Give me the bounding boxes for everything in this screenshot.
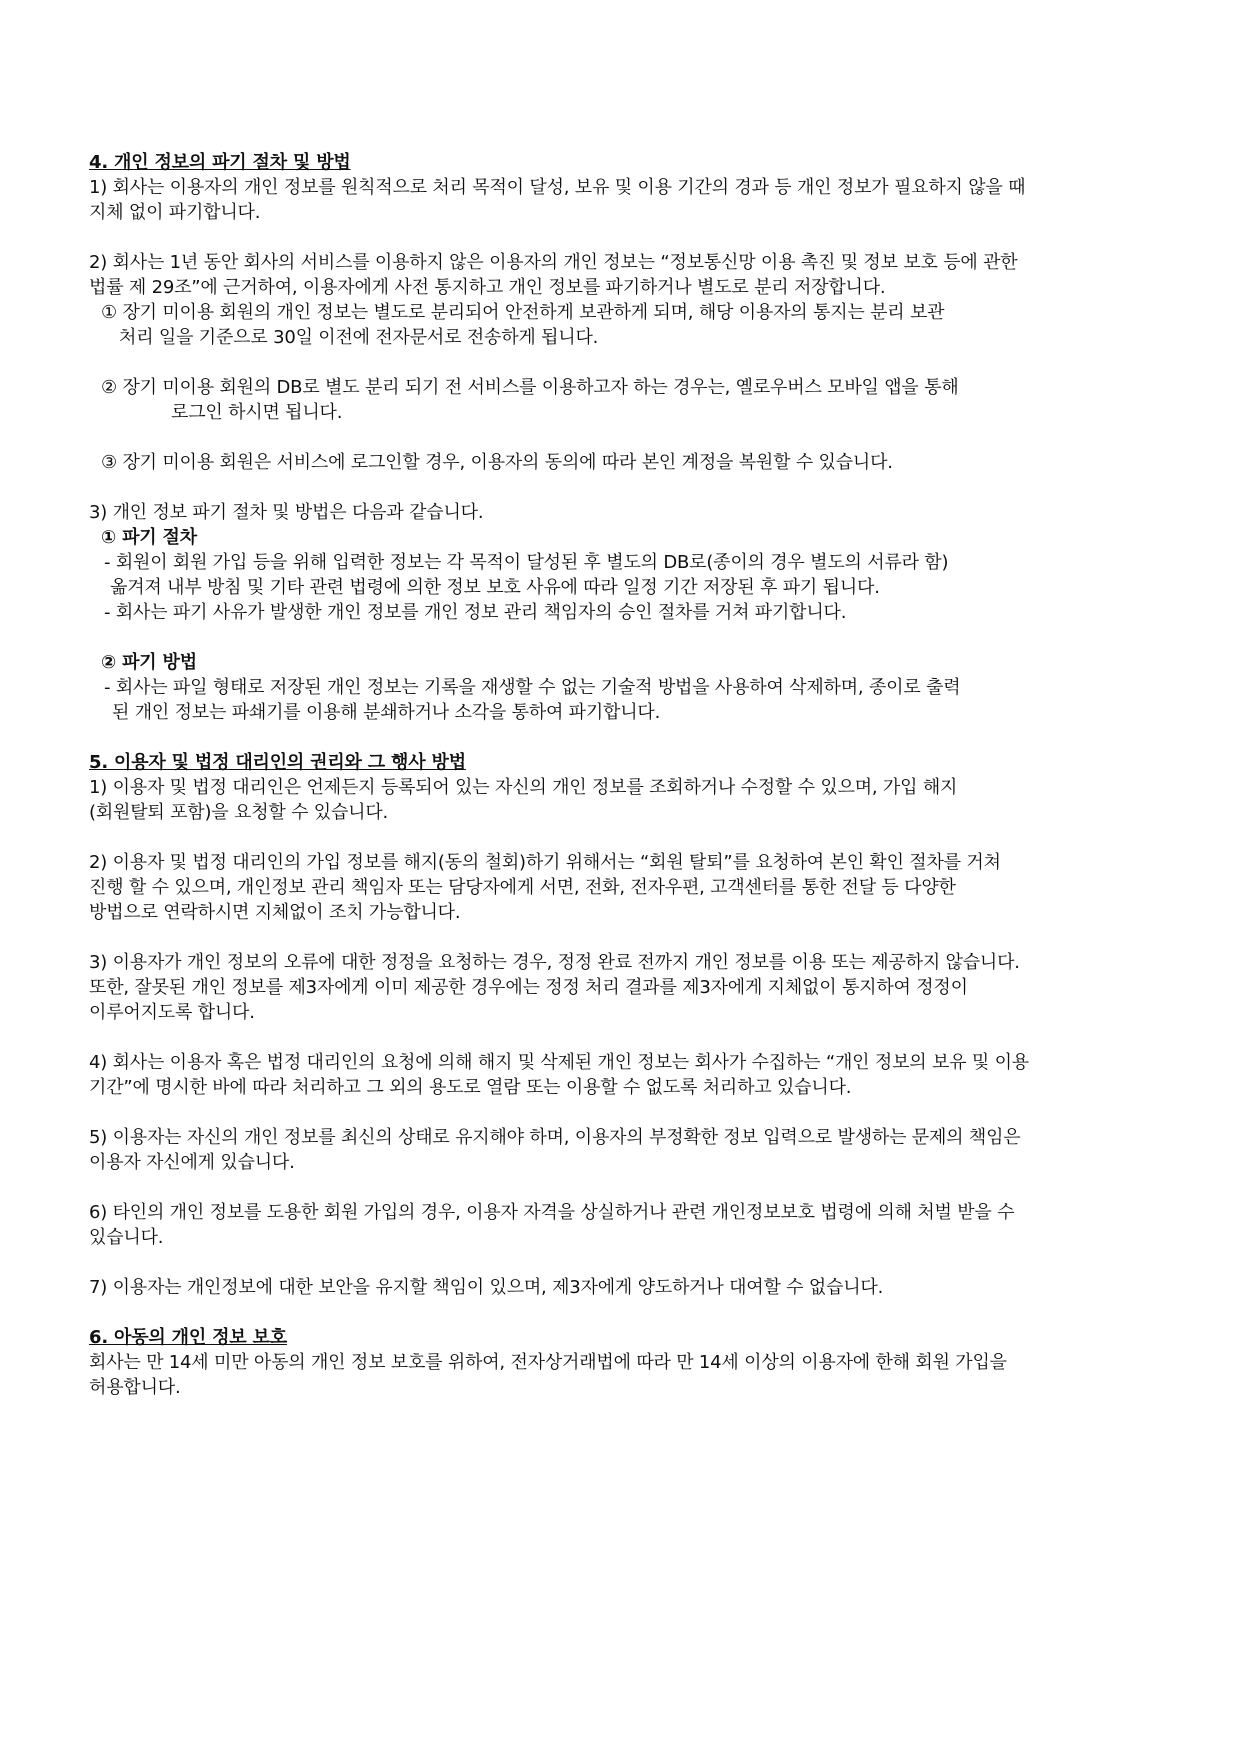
paragraph-line: 이루어지도록 합니다.	[89, 1002, 255, 1023]
list-item: - 회사는 파기 사유가 발생한 개인 정보를 개인 정보 관리 책임자의 승인 절차를 거쳐 파기합니다.	[104, 602, 847, 623]
paragraph-line: 2) 이용자 및 법정 대리인의 가입 정보를 해지(동의 철회)하기 위해서는 “회원 탈퇴”를 요청하여 본인 확인 절차를 거쳐	[89, 852, 1001, 873]
paragraph-line: 6) 타인의 개인 정보를 도용한 회원 가입의 경우, 이용자 자격을 상실하거나 관련 개인정보보호 법령에 의해 처벌 받을 수	[89, 1202, 1015, 1223]
subsection-title: ① 파기 절차	[101, 527, 197, 548]
list-item: ① 장기 미이용 회원의 개인 정보는 별도로 분리되어 안전하게 보관하게 되며, 해당 이용자의 통지는 분리 보관	[101, 302, 945, 323]
list-item: - 회사는 파일 형태로 저장된 개인 정보는 기록을 재생할 수 없는 기술적 방법을 사용하여 삭제하며, 종이로 출력	[104, 677, 961, 698]
list-item-continuation: 로그인 하시면 됩니다.	[171, 402, 343, 423]
subsection-title: ② 파기 방법	[101, 652, 197, 673]
list-item-continuation: 된 개인 정보는 파쇄기를 이용해 분쇄하거나 소각을 통하여 파기합니다.	[112, 702, 661, 723]
section-5	[89, 750, 1169, 1300]
list-item: ② 장기 미이용 회원의 DB로 별도 분리 되기 전 서비스를 이용하고자 하는 경우는, 옐로우버스 모바일 앱을 통해	[101, 377, 959, 398]
list-item: - 회원이 회원 가입 등을 위해 입력한 정보는 각 목적이 달성된 후 별도의 DB로(종이의 경우 별도의 서류라 함)	[104, 552, 949, 573]
list-item-continuation: 처리 일을 기준으로 30일 이전에 전자문서로 전송하게 됩니다.	[119, 327, 599, 348]
paragraph-line: 허용합니다.	[89, 1377, 181, 1398]
list-item-continuation: 옮겨져 내부 방침 및 기타 관련 법령에 의한 정보 보호 사유에 따라 일정 기간 저장된 후 파기 됩니다.	[110, 577, 880, 598]
paragraph-line: 기간”에 명시한 바에 따라 처리하고 그 외의 용도로 열람 또는 이용할 수 없도록 처리하고 있습니다.	[89, 1077, 852, 1098]
paragraph-line: (회원탈퇴 포함)을 요청할 수 있습니다.	[89, 802, 389, 823]
section-4-title: 4. 개인 정보의 파기 절차 및 방법	[89, 152, 351, 173]
paragraph-line: 지체 없이 파기합니다.	[89, 202, 261, 223]
paragraph-line: 진행 할 수 있으며, 개인정보 관리 책임자 또는 담당자에게 서면, 전화, 전자우편, 고객센터를 통한 전달 등 다양한	[89, 877, 956, 898]
section-5-title: 5. 이용자 및 법정 대리인의 권리와 그 행사 방법	[89, 752, 466, 773]
paragraph-line: 이용자 자신에게 있습니다.	[89, 1152, 295, 1173]
paragraph-line: 4) 회사는 이용자 혹은 법정 대리인의 요청에 의해 해지 및 삭제된 개인 정보는 회사가 수집하는 “개인 정보의 보유 및 이용	[89, 1052, 1029, 1073]
paragraph-line: 1) 이용자 및 법정 대리인은 언제든지 등록되어 있는 자신의 개인 정보를 조회하거나 수정할 수 있으며, 가입 해지	[89, 777, 958, 798]
paragraph-line: 3) 개인 정보 파기 절차 및 방법은 다음과 같습니다.	[89, 502, 484, 523]
paragraph-line: 또한, 잘못된 개인 정보를 제3자에게 이미 제공한 경우에는 정정 처리 결과를 제3자에게 지체없이 통지하여 정정이	[89, 977, 968, 998]
paragraph-line: 5) 이용자는 자신의 개인 정보를 최신의 상태로 유지해야 하며, 이용자의 부정확한 정보 입력으로 발생하는 문제의 책임은	[89, 1127, 1021, 1148]
section-6-title: 6. 아동의 개인 정보 보호	[89, 1327, 287, 1348]
paragraph-line: 회사는 만 14세 미만 아동의 개인 정보 보호를 위하여, 전자상거래법에 따라 만 14세 이상의 이용자에 한해 회원 가입을	[89, 1352, 1007, 1373]
paragraph-line: 7) 이용자는 개인정보에 대한 보안을 유지할 책임이 있으며, 제3자에게 양도하거나 대여할 수 없습니다.	[89, 1277, 884, 1298]
list-item: ③ 장기 미이용 회원은 서비스에 로그인할 경우, 이용자의 동의에 따라 본인 계정을 복원할 수 있습니다.	[101, 452, 893, 473]
paragraph-line: 법률 제 29조”에 근거하여, 이용자에게 사전 통지하고 개인 정보를 파기하거나 별도로 분리 저장합니다.	[89, 277, 886, 298]
paragraph-line: 1) 회사는 이용자의 개인 정보를 원칙적으로 처리 목적이 달성, 보유 및 이용 기간의 경과 등 개인 정보가 필요하지 않을 때	[89, 177, 1026, 198]
section-6	[89, 1325, 1169, 1400]
section-4	[89, 150, 1169, 725]
paragraph-line: 2) 회사는 1년 동안 회사의 서비스를 이용하지 않은 이용자의 개인 정보는 “정보통신망 이용 촉진 및 정보 보호 등에 관한	[89, 252, 1018, 273]
paragraph-line: 있습니다.	[89, 1227, 164, 1248]
paragraph-line: 3) 이용자가 개인 정보의 오류에 대한 정정을 요청하는 경우, 정정 완료 전까지 개인 정보를 이용 또는 제공하지 않습니다.	[89, 952, 1020, 973]
document-page	[89, 150, 1169, 1400]
paragraph-line: 방법으로 연락하시면 지체없이 조치 가능합니다.	[89, 902, 461, 923]
